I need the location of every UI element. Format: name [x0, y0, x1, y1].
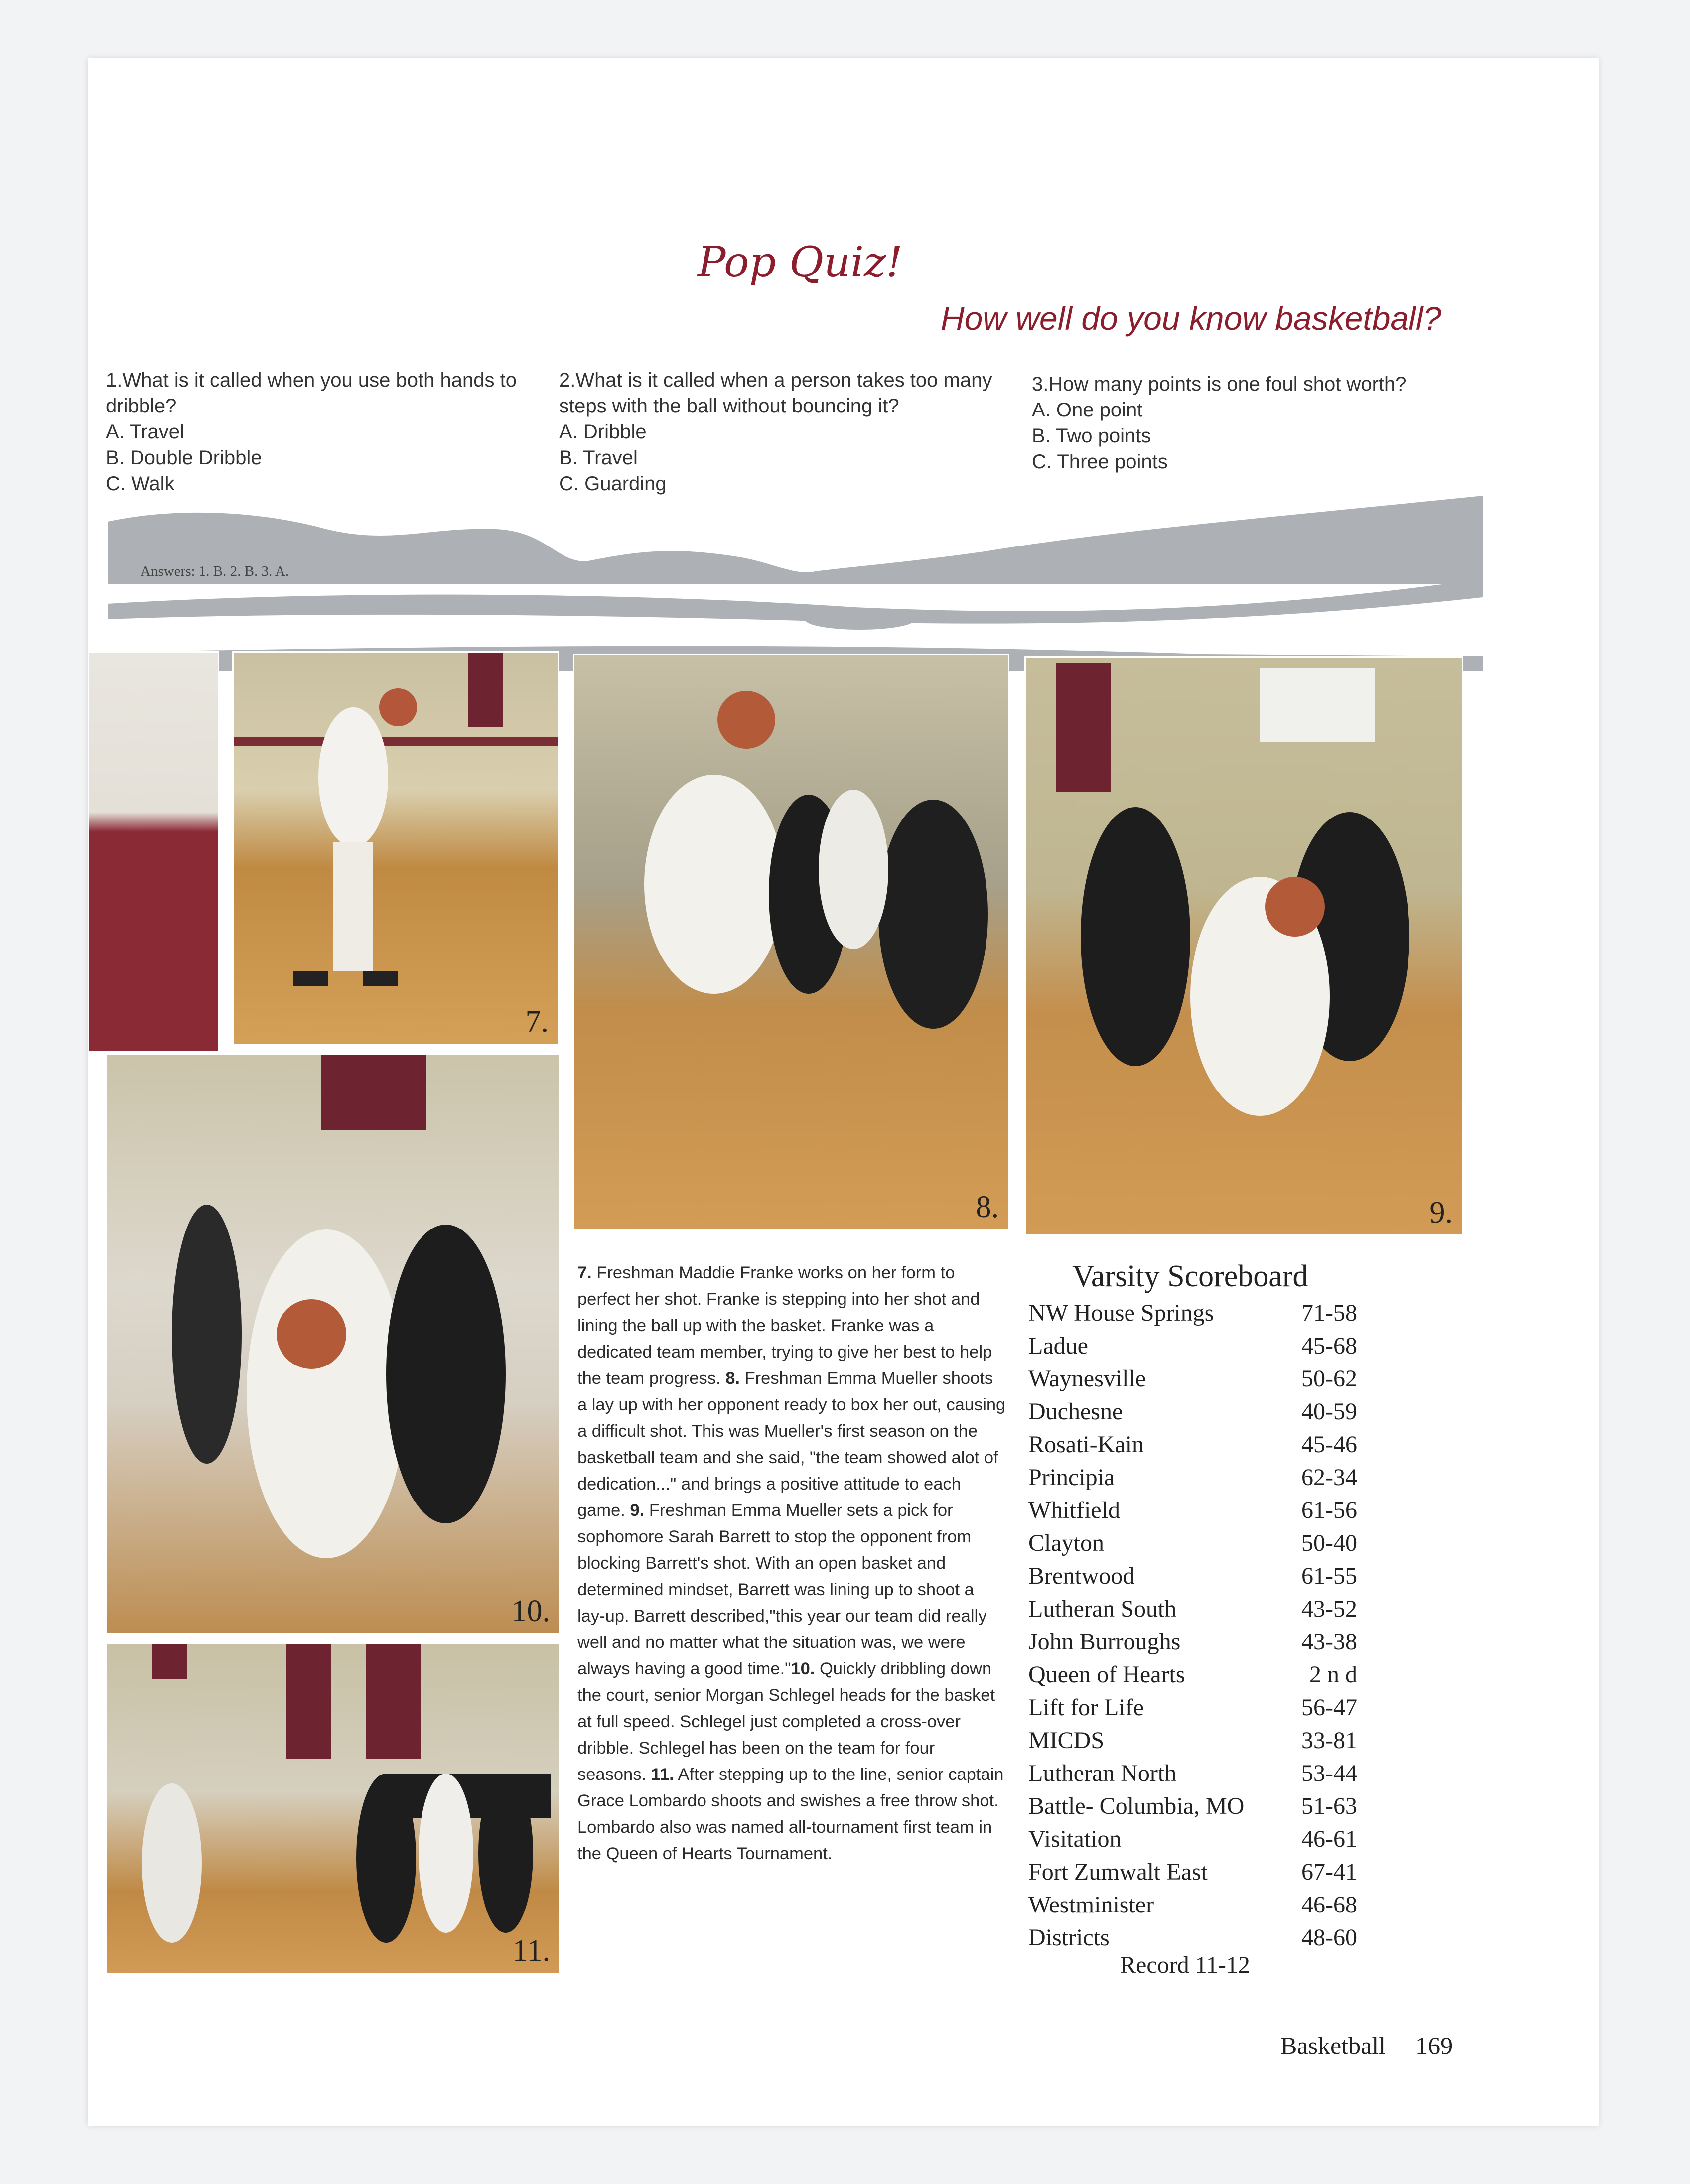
opponent: Lutheran North	[1028, 1760, 1177, 1786]
question-text: 3.How many points is one foul shot worth?	[1032, 373, 1407, 395]
caption-text: Freshman Emma Mueller sets a pick for sophomore Sarah Barrett to stop the opponent from blocking Barrett's shot. With an open basket and determined mindset, Barrett was lining up to shoot a lay-up. Barrett described,"this year our team did really well and no matter what the situation was, we were always having a good time."	[577, 1501, 987, 1678]
photo-7	[232, 651, 559, 1045]
score: 33-81	[1301, 1727, 1357, 1754]
score: 53-44	[1301, 1760, 1357, 1786]
photo-number: 10.	[511, 1594, 550, 1628]
opponent: Ladue	[1028, 1333, 1088, 1359]
photo-captions	[577, 1260, 1006, 1867]
score: 46-61	[1301, 1826, 1357, 1852]
score: 45-68	[1301, 1333, 1357, 1359]
players-graphic	[107, 1644, 559, 1973]
scoreboard-row	[1028, 1790, 1357, 1823]
score: 61-56	[1301, 1497, 1357, 1523]
scoreboard-row	[1028, 1527, 1357, 1560]
caption-number: 11.	[651, 1765, 674, 1784]
score: 46-68	[1301, 1892, 1357, 1918]
caption-number: 9.	[630, 1501, 645, 1520]
answer-option: B. Two points	[1032, 425, 1151, 447]
caption-number: 10.	[791, 1659, 815, 1678]
opponent: John Burroughs	[1028, 1629, 1181, 1655]
opponent: Westminister	[1028, 1892, 1154, 1918]
opponent: Queen of Hearts	[1028, 1661, 1185, 1688]
opponent: Rosati-Kain	[1028, 1431, 1144, 1458]
answer-option: C. Guarding	[559, 473, 667, 495]
caption-number: 8.	[725, 1369, 740, 1388]
opponent: Battle- Columbia, MO	[1028, 1793, 1245, 1819]
opponent: Lutheran South	[1028, 1596, 1177, 1622]
caption-text: Quickly dribbling down the court, senior Morgan Schlegel heads for the basket at full speed. Schlegel just completed a cross-over dribble. Schlegel has been on the team for four seasons.	[577, 1659, 995, 1784]
answer-option: B. Travel	[559, 447, 638, 469]
page-footer	[1280, 2031, 1453, 2060]
caption-number: 7.	[577, 1263, 592, 1282]
decorative-wave-graphic	[108, 492, 1483, 671]
score: 67-41	[1301, 1859, 1357, 1885]
opponent: Districts	[1028, 1924, 1110, 1951]
opponent: Waynesville	[1028, 1365, 1146, 1392]
scoreboard-row	[1028, 1823, 1357, 1856]
scoreboard-row	[1028, 1461, 1357, 1494]
players-graphic	[107, 1055, 559, 1633]
scoreboard-row	[1028, 1658, 1357, 1691]
quiz-title: Pop Quiz!	[698, 238, 903, 286]
quiz-answers: Answers: 1. B. 2. B. 3. A.	[141, 563, 289, 579]
score: 40-59	[1301, 1398, 1357, 1425]
score: 43-52	[1301, 1596, 1357, 1622]
scoreboard-row	[1028, 1757, 1357, 1790]
question-text: 1.What is it called when you use both hands to dribble?	[106, 369, 517, 417]
caption-text: After stepping up to the line, senior captain Grace Lombardo shoots and swishes a free throw shot. Lombardo also was named all-tournament first team in the Queen of Hearts Tournament.	[577, 1765, 1004, 1863]
score: 45-46	[1301, 1431, 1357, 1458]
score: 61-55	[1301, 1563, 1357, 1589]
scoreboard-row	[1028, 1856, 1357, 1889]
scoreboard-row	[1028, 1330, 1357, 1363]
opponent: Principia	[1028, 1464, 1115, 1491]
scoreboard-row	[1028, 1889, 1357, 1921]
quiz-question-3	[1032, 371, 1480, 475]
scoreboard-list	[1028, 1297, 1357, 1954]
score: 2 n d	[1309, 1661, 1357, 1688]
caption-text: Freshman Maddie Franke works on her form to perfect her shot. Franke is stepping into her shot and lining the ball up with the basket. Franke was a dedicated team member, trying to give her best to help the team progress.	[577, 1263, 992, 1388]
players-graphic	[574, 655, 1008, 1229]
photo-10	[106, 1054, 561, 1635]
opponent: Lift for Life	[1028, 1694, 1144, 1721]
answer-option: A. Dribble	[559, 421, 647, 443]
scoreboard-row	[1028, 1363, 1357, 1395]
photo-8	[573, 654, 1009, 1230]
score: 48-60	[1301, 1924, 1357, 1951]
score: 71-58	[1301, 1300, 1357, 1326]
scoreboard-row	[1028, 1560, 1357, 1593]
score: 56-47	[1301, 1694, 1357, 1721]
opponent: Clayton	[1028, 1530, 1104, 1556]
season-record: Record 11-12	[1120, 1952, 1250, 1978]
score: 62-34	[1301, 1464, 1357, 1491]
photo-number: 8.	[976, 1190, 999, 1224]
photo-number: 9.	[1429, 1196, 1453, 1229]
answer-option: B. Double Dribble	[106, 447, 262, 469]
scoreboard-title: Varsity Scoreboard	[1072, 1259, 1308, 1293]
score: 43-38	[1301, 1629, 1357, 1655]
scoreboard-row	[1028, 1395, 1357, 1428]
quiz-subtitle: How well do you know basketball?	[941, 300, 1442, 337]
section-name: Basketball	[1280, 2032, 1386, 2059]
photo-edge-strip	[88, 651, 219, 1053]
opponent: MICDS	[1028, 1727, 1105, 1754]
players-graphic	[1026, 658, 1462, 1234]
score: 50-62	[1301, 1365, 1357, 1392]
opponent: Whitfield	[1028, 1497, 1120, 1523]
scoreboard-row	[1028, 1691, 1357, 1724]
scoreboard-row	[1028, 1494, 1357, 1527]
opponent: Duchesne	[1028, 1398, 1123, 1425]
score: 50-40	[1301, 1530, 1357, 1556]
player-silhouette-graphic	[234, 653, 558, 1044]
quiz-question-1	[106, 367, 534, 497]
quiz-question-2	[559, 367, 1007, 497]
opponent: Visitation	[1028, 1826, 1122, 1852]
answer-option: C. Three points	[1032, 451, 1168, 473]
opponent: NW House Springs	[1028, 1300, 1214, 1326]
photo-9	[1024, 656, 1463, 1236]
answer-option: A. One point	[1032, 399, 1143, 421]
scoreboard-row	[1028, 1724, 1357, 1757]
opponent: Fort Zumwalt East	[1028, 1859, 1208, 1885]
scoreboard-row	[1028, 1428, 1357, 1461]
opponent: Brentwood	[1028, 1563, 1135, 1589]
page-number: 169	[1415, 2032, 1453, 2059]
scoreboard-row	[1028, 1593, 1357, 1626]
question-text: 2.What is it called when a person takes too many steps with the ball without bouncing it?	[559, 369, 992, 417]
score: 51-63	[1301, 1793, 1357, 1819]
photo-11	[106, 1642, 561, 1974]
caption-text: Freshman Emma Mueller shoots a lay up with her opponent ready to box her out, causing a difficult shot. This was Mueller's first season on the basketball team and she said, "the team showed alot of dedication..." and brings a positive attitude to each game.	[577, 1369, 1006, 1520]
scoreboard-row	[1028, 1297, 1357, 1330]
scoreboard-row	[1028, 1921, 1357, 1954]
yearbook-page	[88, 58, 1599, 2126]
photo-number: 7.	[525, 1005, 549, 1039]
scoreboard-row	[1028, 1626, 1357, 1658]
photo-number: 11.	[512, 1934, 550, 1968]
answer-option: C. Walk	[106, 473, 175, 495]
answer-option: A. Travel	[106, 421, 184, 443]
